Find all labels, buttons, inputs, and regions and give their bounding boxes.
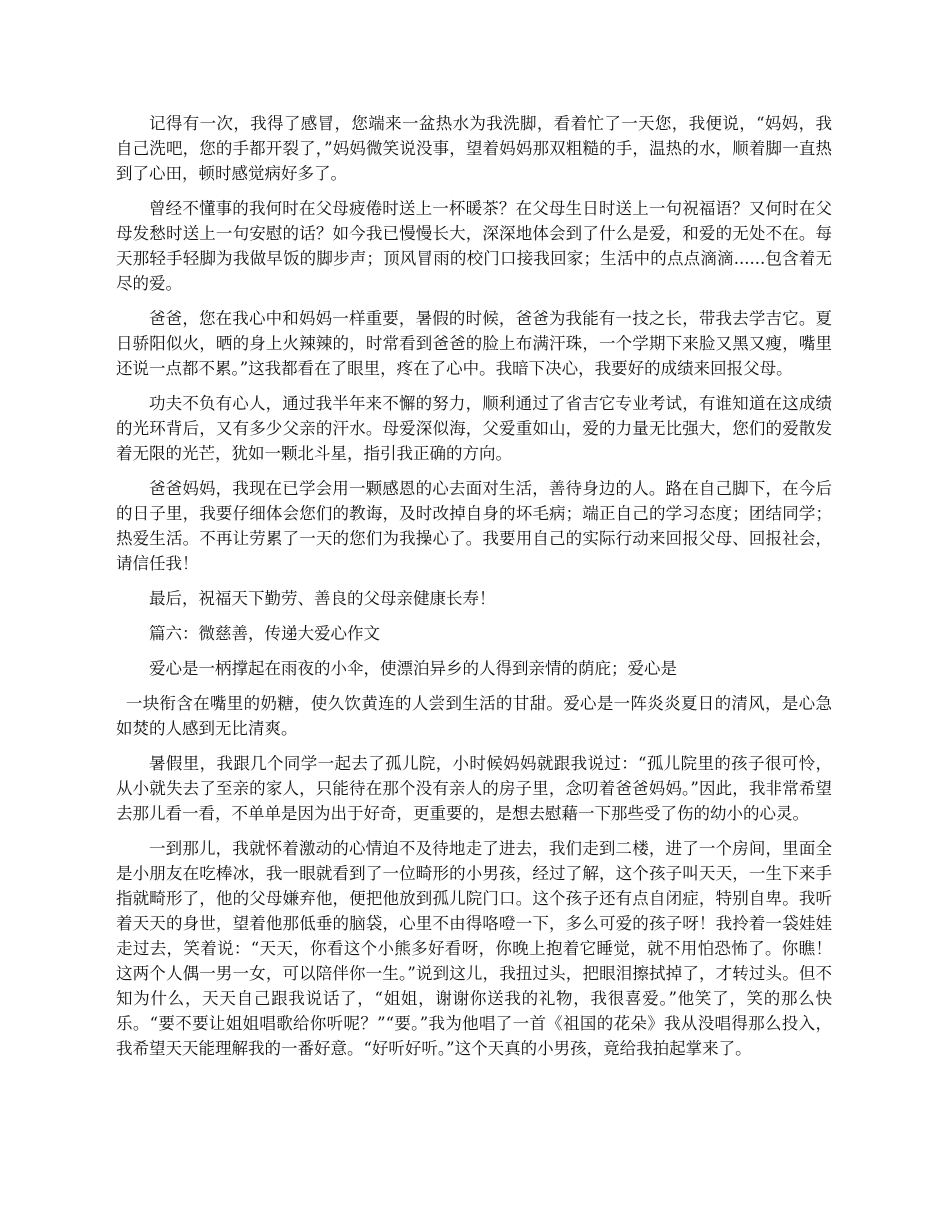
paragraph-1: 记得有一次，我得了感冒，您端来一盆热水为我洗脚，看着忙了一天您，我便说，“妈妈，我自己洗吧，您的手都开裂了，”妈妈微笑说没事，望着妈妈那双粗糙的手，温热的水，顺着脚一直热到了心田，顿时感觉病好多了。 bbox=[116, 114, 832, 183]
paragraph-4: 功夫不负有心人，通过我半年来不懈的努力，顺利通过了省吉它专业考试，有谁知道在这成绩的光环背后，又有多少父亲的汗水。母爱深似海，父爱重如山，爱的力量无比强大，您们的爱散发着无限的光芒，犹如一颗北斗星，指引我正确的方向。 bbox=[116, 394, 832, 463]
paragraph-6: 最后，祝福天下勤劳、善良的父母亲健康长寿！ bbox=[149, 589, 496, 608]
document-body bbox=[116, 111, 832, 1071]
paragraph-10: 一到那儿，我就怀着激动的心情迫不及待地走了进去，我们走到二楼，进了一个房间，里面全是小朋友在吃棒冰，我一眼就看到了一位畸形的小男孩，经过了解，这个孩子叫天天，一生下来手指就畸形了，他的父母嫌弃他，便把他放到孤儿院门口。这个孩子还有点自闭症，特别自卑。我听着天天的身世，望着他那低垂的脑袋，心里不由得咯噔一下，多么可爱的孩子呀！我拎着一袋娃娃走过去，笑着说：“天天，你看这个小熊多好看呀，你晚上抱着它睡觉，就不用怕恐怖了。你瞧！这两个人偶一男一女，可以陪伴你一生。”说到这儿，我扭过头，把眼泪擦拭掉了，才转过头。但不知为什么，天天自己跟我说话了，“姐姐，谢谢你送我的礼物，我很喜爱。”他笑了，笑的那么快乐。“要不要让姐姐唱歌给你听呢？”“要。”我为他唱了一首《祖国的花朵》我从没唱得那么投入，我希望天天能理解我的一番好意。“好听好听。”这个天真的小男孩，竟给我拍起掌来了。 bbox=[116, 839, 832, 1058]
paragraph-8: 一块衔含在嘴里的奶糖，使久饮黄连的人尝到生活的甘甜。爱心是一阵炎炎夏日的清风，是心急如焚的人感到无比清爽。 bbox=[116, 694, 832, 738]
paragraph-9: 暑假里，我跟几个同学一起去了孤儿院，小时候妈妈就跟我说过：“孤儿院里的孩子很可怜，从小就失去了至亲的家人，只能待在那个没有亲人的房子里，念叨着爸爸妈妈。”因此，我非常希望去那儿看一看，不单单是因为出于好奇，更重要的，是想去慰藉一下那些受了伤的幼小的心灵。 bbox=[116, 754, 832, 823]
paragraph-3: 爸爸，您在我心中和妈妈一样重要，暑假的时候，爸爸为我能有一技之长，带我去学吉它。夏日骄阳似火，晒的身上火辣辣的，时常看到爸爸的脸上布满汗珠，一个学期下来脸又黑又瘦，嘴里还说一点都不累。”这我都看在了眼里，疼在了心中。我暗下决心，我要好的成绩来回报父母。 bbox=[116, 309, 832, 378]
paragraph-5: 爸爸妈妈，我现在已学会用一颗感恩的心去面对生活，善待身边的人。路在自己脚下，在今后的日子里，我要仔细体会您们的教诲，及时改掉自身的坏毛病；端正自己的学习态度；团结同学；热爱生活。不再让劳累了一天的您们为我操心了。我要用自己的实际行动来回报父母、回报社会，请信任我！ bbox=[116, 479, 832, 573]
paragraph-2: 曾经不懂事的我何时在父母疲倦时送上一杯暖茶？在父母生日时送上一句祝福语？又何时在父母发愁时送上一句安慰的话？如今我已慢慢长大，深深地体会到了什么是爱，和爱的无处不在。每天那轻手轻脚为我做早饭的脚步声；顶风冒雨的校门口接我回家；生活中的点点滴滴......包含着无尽的爱。 bbox=[116, 199, 832, 293]
section-heading: 篇六：微慈善，传递大爱心作文 bbox=[149, 624, 380, 643]
paragraph-7: 爱心是一柄撑起在雨夜的小伞，使漂泊异乡的人得到亲情的荫庇；爱心是 bbox=[149, 659, 677, 678]
